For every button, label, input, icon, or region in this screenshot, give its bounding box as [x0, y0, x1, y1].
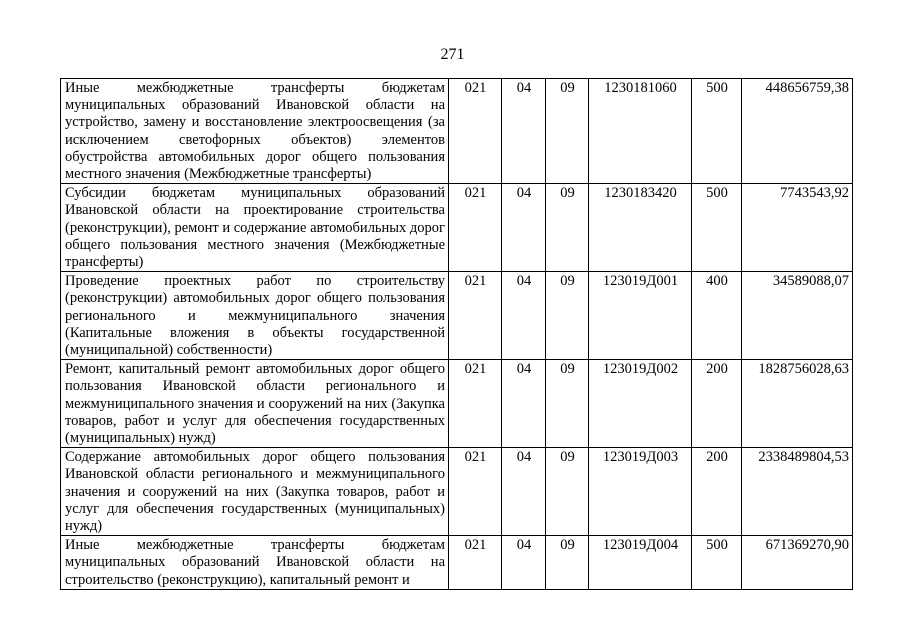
section-code: 04 — [502, 79, 546, 184]
section-code: 04 — [502, 536, 546, 590]
expense-description: Проведение проектных работ по строительству (реконструкции) автомобильных дорог общего пользования регионального и межмуниципального значения (Капитальные вложения в объекты государственной (муниципальной) собственности) — [61, 272, 449, 360]
expense-description: Содержание автомобильных дорог общего пользования Ивановской области регионального и межмуниципального значения и сооружений на них (Закупка товаров, работ и услуг для обеспечения государственных (муниципальных) нужд) — [61, 448, 449, 536]
ministry-code: 021 — [449, 184, 502, 272]
table-row — [61, 536, 853, 590]
expense-description: Иные межбюджетные трансферты бюджетам муниципальных образований Ивановской области на строительство (реконструкцию), капитальный ремонт и — [61, 536, 449, 590]
expense-type-code: 500 — [692, 79, 742, 184]
section-code: 04 — [502, 184, 546, 272]
expense-type-code: 200 — [692, 448, 742, 536]
table-row — [61, 184, 853, 272]
table-row — [61, 79, 853, 184]
section-code: 04 — [502, 272, 546, 360]
target-article-code: 123019Д001 — [589, 272, 692, 360]
target-article-code: 1230181060 — [589, 79, 692, 184]
subsection-code: 09 — [546, 360, 589, 448]
expense-description: Иные межбюджетные трансферты бюджетам муниципальных образований Ивановской области на устройство, замену и восстановление электроосвещения (за исключением светофорных объектов) элементов обустройства автомобильных дорог общего пользования местного значения (Межбюджетные трансферты) — [61, 79, 449, 184]
target-article-code: 1230183420 — [589, 184, 692, 272]
expense-type-code: 400 — [692, 272, 742, 360]
ministry-code: 021 — [449, 272, 502, 360]
section-code: 04 — [502, 360, 546, 448]
expense-description: Субсидии бюджетам муниципальных образований Ивановской области на проектирование строительства (реконструкции), ремонт и содержание автомобильных дорог общего пользования местного значения (Межбюджетные трансферты) — [61, 184, 449, 272]
subsection-code: 09 — [546, 79, 589, 184]
expense-type-code: 500 — [692, 536, 742, 590]
page-number: 271 — [440, 46, 465, 63]
amount-value: 671369270,90 — [742, 536, 853, 590]
ministry-code: 021 — [449, 79, 502, 184]
table-row — [61, 360, 853, 448]
expense-type-code: 200 — [692, 360, 742, 448]
target-article-code: 123019Д002 — [589, 360, 692, 448]
expense-type-code: 500 — [692, 184, 742, 272]
section-code: 04 — [502, 448, 546, 536]
ministry-code: 021 — [449, 360, 502, 448]
table-row — [61, 272, 853, 360]
amount-value: 1828756028,63 — [742, 360, 853, 448]
amount-value: 448656759,38 — [742, 79, 853, 184]
subsection-code: 09 — [546, 448, 589, 536]
ministry-code: 021 — [449, 448, 502, 536]
expense-description: Ремонт, капитальный ремонт автомобильных дорог общего пользования Ивановской области регионального и межмуниципального значения и сооружений на них (Закупка товаров, работ и услуг для обеспечения государственных (муниципальных) нужд) — [61, 360, 449, 448]
target-article-code: 123019Д004 — [589, 536, 692, 590]
table-row — [61, 448, 853, 536]
budget-table — [60, 78, 853, 590]
target-article-code: 123019Д003 — [589, 448, 692, 536]
ministry-code: 021 — [449, 536, 502, 590]
amount-value: 2338489804,53 — [742, 448, 853, 536]
subsection-code: 09 — [546, 536, 589, 590]
subsection-code: 09 — [546, 184, 589, 272]
amount-value: 7743543,92 — [742, 184, 853, 272]
subsection-code: 09 — [546, 272, 589, 360]
amount-value: 34589088,07 — [742, 272, 853, 360]
